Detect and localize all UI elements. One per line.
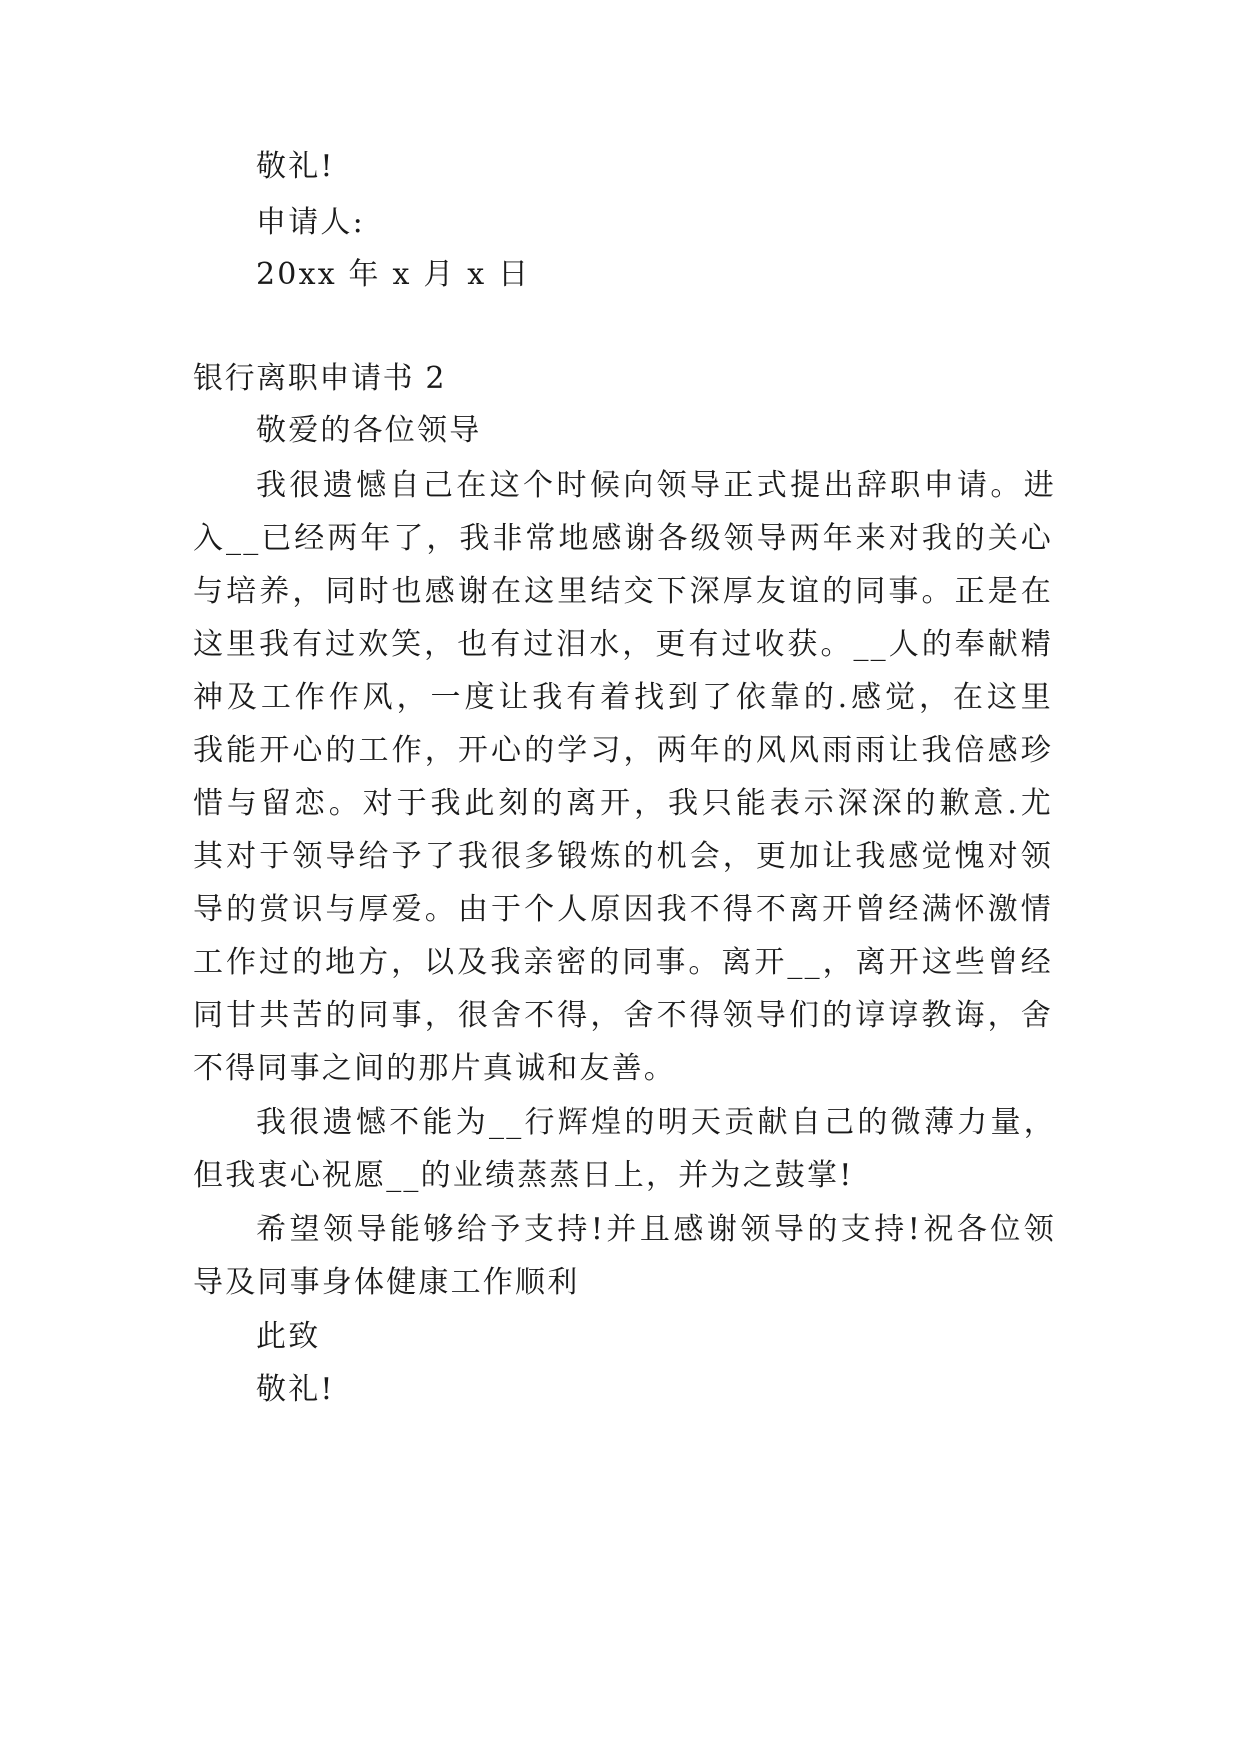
paragraph2-line: 但我衷心祝愿__的业绩蒸蒸日上，并为之鼓掌! — [193, 1158, 854, 1193]
letter-title: 银行离职申请书 2 — [193, 361, 447, 396]
applicant-label: 申请人: — [256, 205, 365, 240]
closing: 此致 — [256, 1319, 321, 1354]
salute: 敬礼! — [256, 1372, 335, 1407]
paragraph2-line: 我很遗憾不能为__行辉煌的明天贡献自己的微薄力量， — [256, 1105, 1056, 1140]
paragraph1-line: 工作过的地方，以及我亲密的同事。离开__，离开这些曾经 — [193, 945, 1053, 980]
prev-salute: 敬礼! — [256, 149, 335, 184]
paragraph1-line: 惜与留恋。对于我此刻的离开，我只能表示深深的歉意.尤 — [193, 786, 1053, 821]
greeting: 敬爱的各位领导 — [256, 413, 482, 448]
prev-date: 20xx 年 x 月 x 日 — [256, 257, 531, 292]
paragraph1-line: 其对于领导给予了我很多锻炼的机会，更加让我感觉愧对领 — [193, 839, 1053, 874]
paragraph1-line: 神及工作作风，一度让我有着找到了依靠的.感觉，在这里 — [193, 680, 1053, 715]
paragraph1-line: 我很遗憾自己在这个时候向领导正式提出辞职申请。进 — [256, 468, 1056, 503]
paragraph1-line: 我能开心的工作，开心的学习，两年的风风雨雨让我倍感珍 — [193, 733, 1053, 768]
paragraph1-line: 不得同事之间的那片真诚和友善。 — [193, 1051, 676, 1086]
paragraph3-line: 希望领导能够给予支持!并且感谢领导的支持!祝各位领 — [256, 1212, 1056, 1247]
paragraph1-line: 这里我有过欢笑，也有过泪水，更有过收获。__人的奉献精 — [193, 627, 1053, 662]
paragraph1-line: 入__已经两年了，我非常地感谢各级领导两年来对我的关心 — [193, 521, 1053, 556]
paragraph1-line: 导的赏识与厚爱。由于个人原因我不得不离开曾经满怀激情 — [193, 892, 1053, 927]
paragraph3-line: 导及同事身体健康工作顺利 — [193, 1265, 580, 1300]
paragraph1-line: 同甘共苦的同事，很舍不得，舍不得领导们的谆谆教诲，舍 — [193, 998, 1053, 1033]
paragraph1-line: 与培养，同时也感谢在这里结交下深厚友谊的同事。正是在 — [193, 574, 1053, 609]
